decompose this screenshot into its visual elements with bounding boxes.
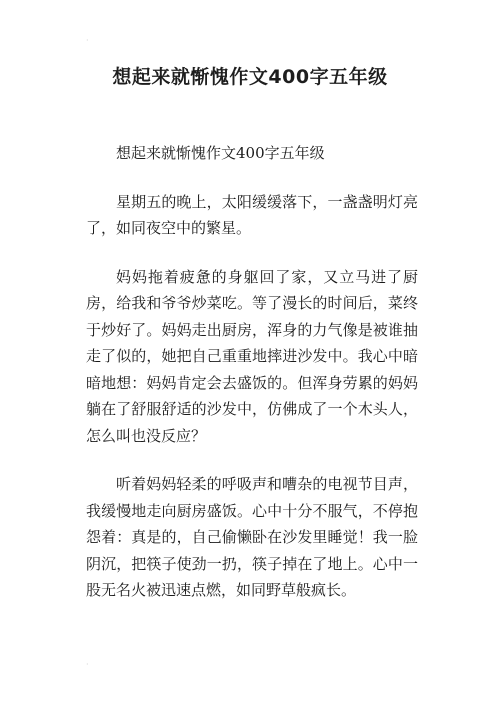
page-corner-marker: · xyxy=(86,660,89,669)
paragraph: 妈妈拖着疲惫的身躯回了家，又立马进了厨房，给我和爷爷炒菜吃。等了漫长的时间后，菜终于炒好了。妈妈走出厨房，浑身的力气像是被谁抽走了似的，她把自己重重地摔进沙发中。我心中暗暗地想：妈妈肯定会去盛饭的。但浑身劳累的妈妈躺在了舒服舒适的沙发中，仿佛成了一个木头人，怎么叫也没反应？ xyxy=(86,267,418,445)
page-corner-marker: · xyxy=(86,36,89,45)
document-body xyxy=(86,140,418,626)
document-subtitle: 想起来就惭愧作文400字五年级 xyxy=(116,144,325,162)
document-title: 想起来就惭愧作文400字五年级 xyxy=(112,66,388,88)
paragraph: 听着妈妈轻柔的呼吸声和嘈杂的电视节目声，我缓慢地走向厨房盛饭。心中十分不服气，不停抱怨着：真是的，自己偷懒卧在沙发里睡觉！我一脸阴沉，把筷子使劲一扔，筷子掉在了地上。心中一股无名火被迅速点燃，如同野草般疯长。 xyxy=(86,475,418,599)
paragraph: 星期五的晚上，太阳缓缓落下，一盏盏明灯亮了，如同夜空中的繁星。 xyxy=(86,192,418,237)
